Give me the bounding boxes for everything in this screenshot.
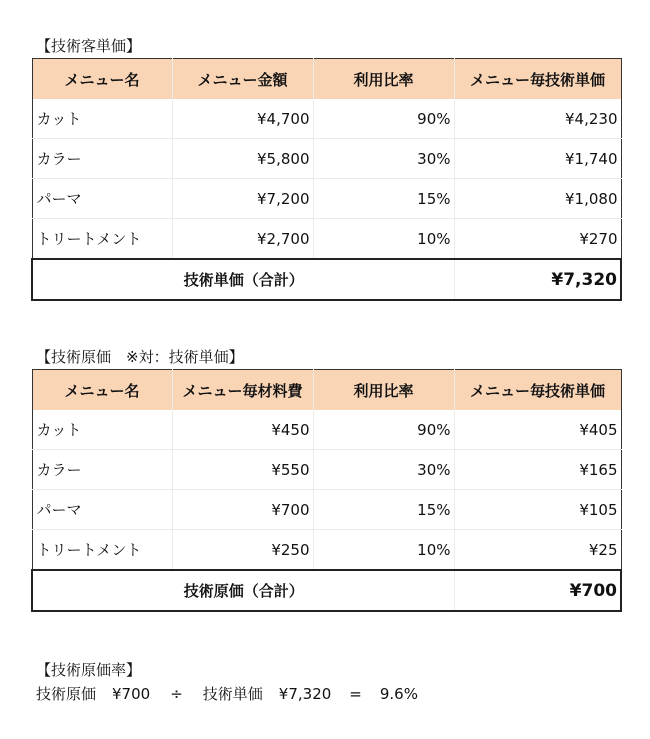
table-row <box>32 219 621 260</box>
cell-usage-ratio: 90% <box>313 410 454 450</box>
total-row <box>32 570 621 611</box>
cell-unit-price: ¥165 <box>454 450 621 490</box>
formula-price-value: ¥7,320 <box>278 685 332 703</box>
tech-cost-table <box>31 369 622 612</box>
cell-unit-price: ¥1,080 <box>454 179 621 219</box>
cell-usage-ratio: 30% <box>313 450 454 490</box>
header-usage-ratio: 利用比率 <box>313 59 454 100</box>
cell-unit-price: ¥25 <box>454 530 621 571</box>
cell-menu-name: パーマ <box>32 179 172 219</box>
cell-usage-ratio: 10% <box>313 219 454 260</box>
cell-menu-name: カット <box>32 410 172 450</box>
table-row <box>32 530 621 571</box>
cell-usage-ratio: 90% <box>313 99 454 139</box>
header-material-cost: メニュー毎材料費 <box>172 370 313 411</box>
header-row <box>32 370 621 411</box>
cell-menu-price: ¥2,700 <box>172 219 313 260</box>
formula-result: 9.6% <box>379 685 418 703</box>
header-menu-price: メニュー金額 <box>172 59 313 100</box>
cell-usage-ratio: 10% <box>313 530 454 571</box>
table-row <box>32 139 621 179</box>
cell-unit-price: ¥1,740 <box>454 139 621 179</box>
formula-divide-sign: ÷ <box>170 685 183 703</box>
cell-menu-price: ¥4,700 <box>172 99 313 139</box>
cell-menu-name: カット <box>32 99 172 139</box>
cell-menu-name: トリートメント <box>32 219 172 260</box>
cell-material-cost: ¥250 <box>172 530 313 571</box>
formula-cost-label: 技術原価 <box>36 685 97 703</box>
cell-menu-price: ¥5,800 <box>172 139 313 179</box>
header-row <box>32 59 621 100</box>
formula-price-label: 技術単価 <box>202 685 263 703</box>
cell-menu-name: カラー <box>32 139 172 179</box>
cell-usage-ratio: 15% <box>313 179 454 219</box>
cell-unit-price: ¥405 <box>454 410 621 450</box>
cell-material-cost: ¥450 <box>172 410 313 450</box>
cell-unit-price: ¥105 <box>454 490 621 530</box>
header-menu-name: メニュー名 <box>32 59 172 100</box>
total-label: 技術単価（合計） <box>32 259 454 300</box>
table-row <box>32 99 621 139</box>
cell-menu-name: パーマ <box>32 490 172 530</box>
header-menu-name: メニュー名 <box>32 370 172 411</box>
formula-equals-sign: = <box>349 685 362 703</box>
section3-title: 【技術原価率】 <box>36 661 142 679</box>
tech-unit-price-table <box>31 58 622 301</box>
cell-menu-name: カラー <box>32 450 172 490</box>
table-row <box>32 450 621 490</box>
total-value: ¥700 <box>454 570 621 611</box>
cost-ratio-formula <box>36 683 418 704</box>
header-unit-price: メニュー毎技術単価 <box>454 59 621 100</box>
table-row <box>32 410 621 450</box>
header-usage-ratio: 利用比率 <box>313 370 454 411</box>
cell-usage-ratio: 15% <box>313 490 454 530</box>
total-label: 技術原価（合計） <box>32 570 454 611</box>
cell-material-cost: ¥550 <box>172 450 313 490</box>
total-value: ¥7,320 <box>454 259 621 300</box>
cell-menu-name: トリートメント <box>32 530 172 571</box>
total-row <box>32 259 621 300</box>
cell-usage-ratio: 30% <box>313 139 454 179</box>
table-row <box>32 490 621 530</box>
table-row <box>32 179 621 219</box>
cell-material-cost: ¥700 <box>172 490 313 530</box>
section2-title: 【技術原価 ※対：技術単価】 <box>36 348 244 366</box>
formula-cost-value: ¥700 <box>112 685 151 703</box>
cell-unit-price: ¥270 <box>454 219 621 260</box>
header-unit-price: メニュー毎技術単価 <box>454 370 621 411</box>
cell-unit-price: ¥4,230 <box>454 99 621 139</box>
cell-menu-price: ¥7,200 <box>172 179 313 219</box>
section1-title: 【技術客単価】 <box>36 37 142 55</box>
